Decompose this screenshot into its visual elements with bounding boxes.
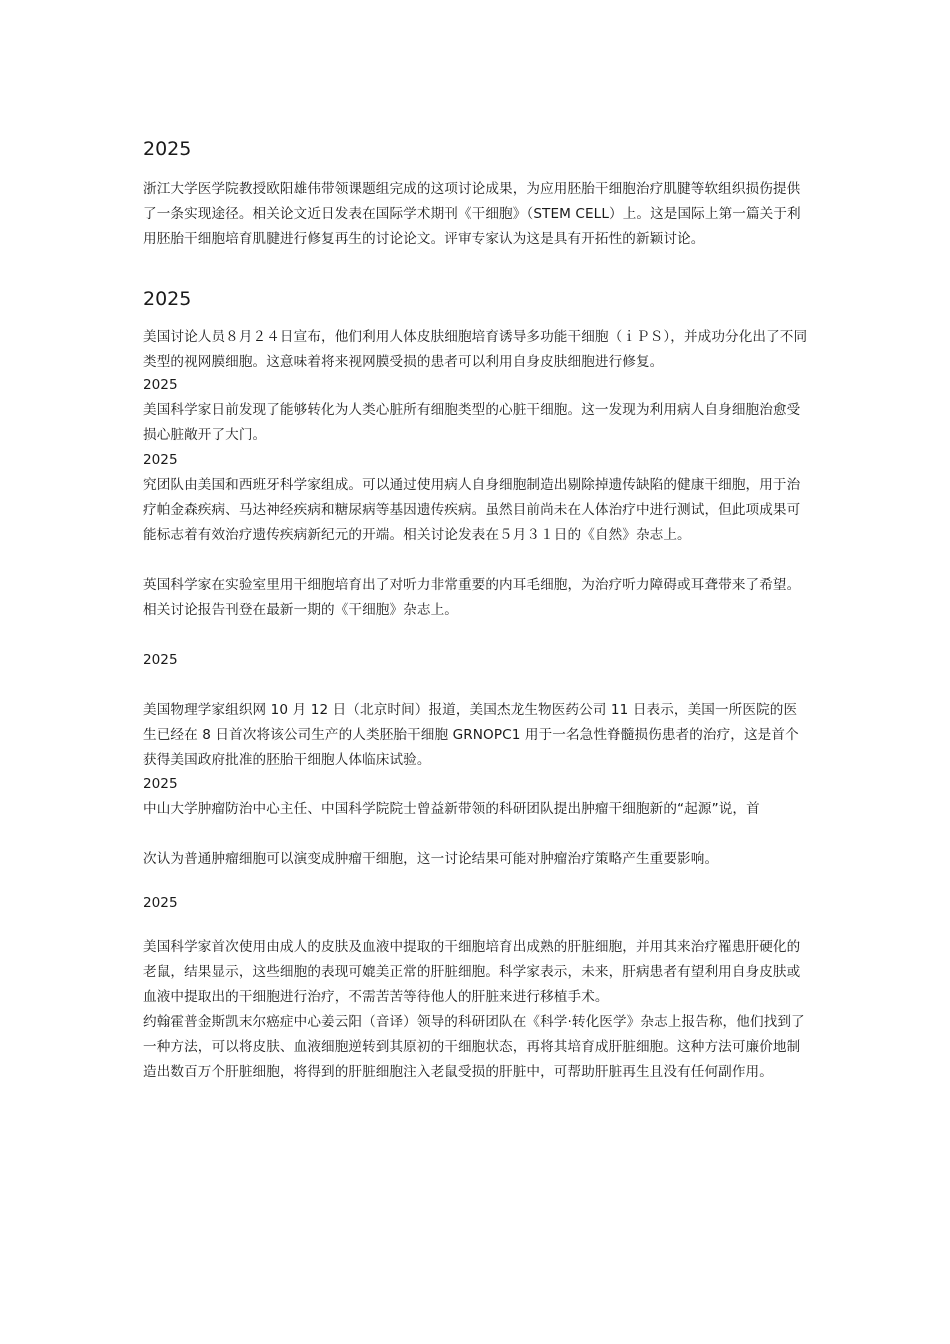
paragraph-heart-stem-cell: 美国科学家日前发现了能够转化为人类心脏所有细胞类型的心脏干细胞。这一发现为利用病人自身细胞治愈受损心脏敞开了大门。 (143, 402, 801, 443)
year-label: 2025 (143, 652, 178, 668)
paragraph-clinical-trial: 美国物理学家组织网 10 月 12 日（北京时间）报道，美国杰龙生物医药公司 11 日表示，美国一所医院的医生已经在 8 日首次将该公司生产的人类胚胎干细胞 GRNOPC1 用于一名急性脊髓损伤患者的治疗，这是首个获得美国政府批准的胚胎干细胞人体临床试验。 (143, 702, 799, 768)
paragraph-ips-retina: 美国讨论人员８月２４日宣布，他们利用人体皮肤细胞培育诱导多功能干细胞（ｉＰＳ），并成功分化出了不同类型的视网膜细胞。这意味着将来视网膜受损的患者可以利用自身皮肤细胞进行修复。 (143, 329, 808, 370)
section-heading-year: 2025 (143, 288, 192, 310)
paragraph-tendon-stem-cell: 浙江大学医学院教授欧阳雄伟带领课题组完成的这项讨论成果，为应用胚胎干细胞治疗肌腱等软组织损伤提供了一条实现途径。相关论文近日发表在国际学术期刊《干细胞》（STEM CELL）上。这是国际上第一篇关于利用胚胎干细胞培育肌腱进行修复再生的讨论论文。评审专家认为这是具有开拓性的新颖讨论。 (143, 181, 801, 247)
paragraph-genetic-disease: 究团队由美国和西班牙科学家组成。可以通过使用病人自身细胞制造出剔除掉遗传缺陷的健康干细胞，用于治疗帕金森疾病、马达神经疾病和糖尿病等基因遗传疾病。虽然目前尚未在人体治疗中进行测试，但此项成果可能标志着有效治疗遗传疾病新纪元的开端。相关讨论发表在５月３１日的《自然》杂志上。 (143, 477, 801, 543)
paragraph-hopkins-liver: 约翰霍普金斯凯末尔癌症中心姜云阳（音译）领导的科研团队在《科学·转化医学》杂志上报告称，他们找到了一种方法，可以将皮肤、血液细胞逆转到其原初的干细胞状态，再将其培育成肝脏细胞。这种方法可廉价地制造出数百万个肝脏细胞，将得到的肝脏细胞注入老鼠受损的肝脏中，可帮助肝脏再生且没有任何副作用。 (143, 1014, 805, 1080)
year-label: 2025 (143, 895, 178, 911)
year-label: 2025 (143, 452, 178, 468)
paragraph-tumor-stem-cell-line1: 中山大学肿瘤防治中心主任、中国科学院院士曾益新带领的科研团队提出肿瘤干细胞新的“起源”说，首 (143, 801, 760, 817)
section-heading-year: 2025 (143, 138, 192, 160)
paragraph-liver-cells: 美国科学家首次使用由成人的皮肤及血液中提取的干细胞培育出成熟的肝脏细胞，并用其来治疗罹患肝硬化的老鼠，结果显示，这些细胞的表现可媲美正常的肝脏细胞。科学家表示，未来，肝病患者有望利用自身皮肤或血液中提取出的干细胞进行治疗，不需苦苦等待他人的肝脏来进行移植手术。 (143, 939, 801, 1005)
year-label: 2025 (143, 776, 178, 792)
paragraph-tumor-stem-cell-line2: 次认为普通肿瘤细胞可以演变成肿瘤干细胞，这一讨论结果可能对肿瘤治疗策略产生重要影响。 (143, 851, 719, 867)
paragraph-inner-ear-hair-cells: 英国科学家在实验室里用干细胞培育出了对听力非常重要的内耳毛细胞，为治疗听力障碍或耳聋带来了希望。相关讨论报告刊登在最新一期的《干细胞》杂志上。 (143, 577, 801, 618)
year-label: 2025 (143, 377, 178, 393)
